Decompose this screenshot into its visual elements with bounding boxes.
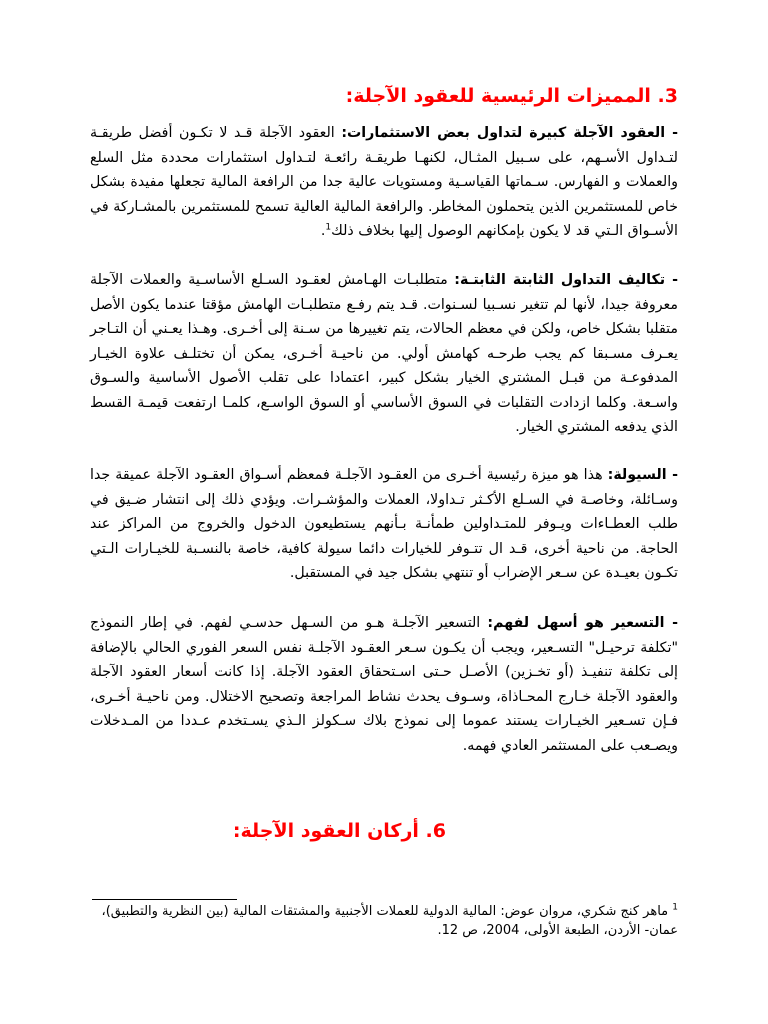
paragraph-fixed-costs (90, 268, 678, 440)
footnote (90, 902, 678, 940)
paragraph-liquidity (90, 463, 678, 586)
paragraph-body: هذا هو ميزة رئيسية أخـرى من العقـود الآجلـة فمعظم أسـواق العقـود الآجلة عميقة جدا وسـائلة، وخاصـة في السـلع الأكـثر تـداولا، العملات والمؤشـرات. ويؤدي ذلك إلى انتشار ضـيق في طلب العطـاءات ويـوفر للمتـداولين طمأنـة بـأنهم يستطيعون الدخول والخروج من المراكز عند الحاجة. من ناحية أخرى، قـد ال تتـوفر للخيارات دائما سيولة كافية، خاصة بالنسـبة للخيـارات الـتي تكـون بعيـدة عن سـعر الإضراب أو تنتهي بشكل جيد في المستقبل. (90, 467, 678, 581)
footnote-mark: 1 (672, 902, 678, 913)
footnote-text: ماهر كنج شكري، مروان عوض: المالية الدولية للعملات الأجنبية والمشتقات المالية (بين النظرية والتطبيق)، عمان- الأردن، الطبعة الأولى، 2004، ص 12. (101, 904, 678, 938)
footnote-separator (92, 899, 237, 900)
paragraph-body: التسعير الآجلـة هـو من السـهل حدسـي لفهم. في إطار النموذج "تكلفة ترحيـل" التسـعير، ويجب أن يكـون سـعر العقـود الآجلـة نفس السعر الفوري الحالي بالإضافة إلى تكلفة تنفيـذ (أو تخـزين) الأصـل حـتى اسـتحقاق العقود الآجلة. إذا كانت أسعار العقود الآجلة والعقود الآجلة خـارج المحـاذاة، وسـوف يحدث نشاط المراجعة وتصحيح الاختلال. ومن ناحيـة أخـرى، فـإن تسـعير الخيـارات يستند عموما إلى نموذج بلاك سـكولز الـذي يسـتخدم عـددا من المـدخلات ويصـعب على المستثمر العادي فهمه. (90, 615, 678, 754)
paragraph-pricing (90, 611, 678, 758)
footnote-reference[interactable]: 1 (325, 222, 332, 233)
paragraph-lead: - التسعير هو أسهل لفهم: (487, 615, 678, 631)
paragraph-lead: - العقود الآجلة كبيرة لتداول بعض الاستثمارات: (341, 125, 678, 141)
paragraph-lead: - السيولة: (607, 467, 678, 483)
paragraph-body: متطلبـات الهـامش لعقـود السـلع الأساسـية والعملات الآجلة معروفة جيدا، لأنها لم تتغير نسـبيا لسـنوات. قـد يتم رفـع متطلبـات الهامش مؤقتا عندما يكون الأصل متقلبا بشكل خاص، ولكن في معظم الحالات، يتم تغييرها من سـنة إلى أخـرى. وهـذا يعـني أن التـاجر يعـرف مسـبقا كم يجب طرحـه كهامش أولي. من ناحيـة أخـرى، يمكن أن تختلـف علاوة الخيـار المدفوعـة من قبـل المشتري الخيار بشكل كبير، اعتمادا على تقلب الأصول الأساسية والسـوق واسـعة. وكلما ازدادت التقلبات في السوق الأساسي أو السوق الواسـع، كلمـا ارتفعت قيمـة القسط الذي يدفعه المشتري الخيار. (90, 272, 678, 435)
document-page (90, 0, 678, 1024)
section-heading-6: 6. أركان العقود الآجلة: (232, 820, 446, 842)
paragraph-end: . (320, 223, 326, 239)
section-heading-3: 3. المميزات الرئيسية للعقود الآجلة: (345, 85, 678, 107)
paragraph-futures-trading (90, 121, 678, 244)
paragraph-body: العقود الآجلة قـد لا تكـون أفضل طريقـة لتـداول الأسـهم، على سـبيل المثـال، لكنهـا طريقـة رائعـة لتـداول استثمارات محددة مثل السلع والعملات و الفهارس. سـماتها القياسـية ومستويات عالية جدا من الرافعة المالية تجعلها مفيدة بشكل خاص للمستثمرين الذين يتحملون المخاطر. والرافعة المالية العالية تسمح للمستثمرين بالمشـاركة في الأسـواق الـتي قد لا يكون بإمكانهم الوصول إليها بخلاف ذلك (90, 125, 678, 239)
paragraph-lead: - تكاليف التداول الثابتة الثابتـة: (454, 272, 678, 288)
